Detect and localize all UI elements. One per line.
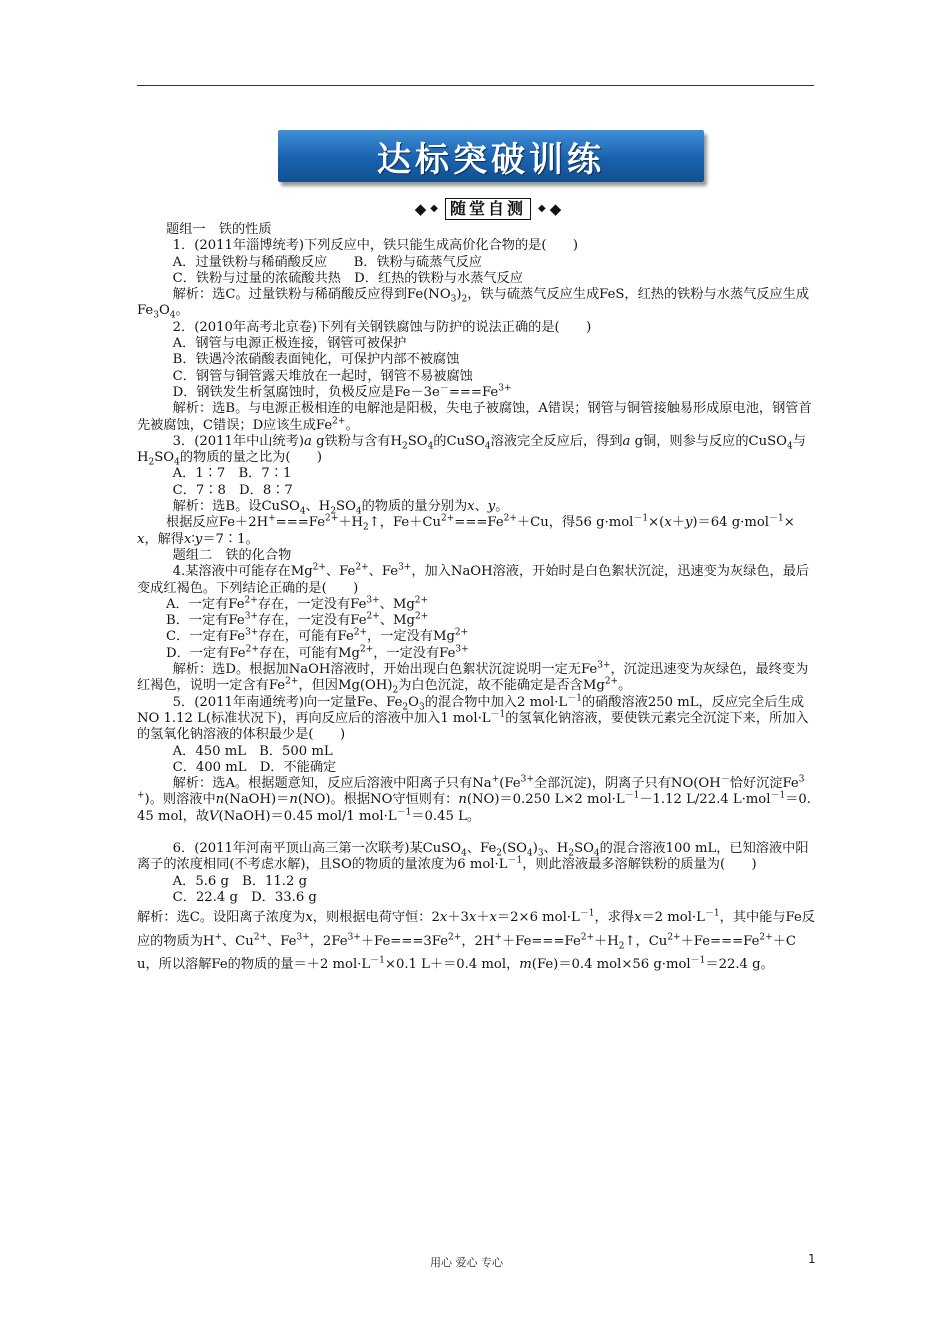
group-heading: 题组一 铁的性质: [166, 222, 272, 237]
page-footer: 用心 爱心 专心: [430, 1256, 503, 1269]
question-4-answer: 解析：选D。根据加NaOH溶液时，开始出现白色絮状沉淀说明一定无$Fe^{3+}$，沉淀迅速变为灰绿色，最终变为红褐色，说明一定含有$Fe^{2+}$，但因$Mg(OH)_2$为白色沉淀，故不能确定是否含$Mg^{2+}$。: [137, 660, 809, 696]
question-3-options-ab: A．1∶7 B．7∶1: [172, 466, 292, 482]
header-rule: [137, 85, 814, 86]
question-4-option-b: B．一定有$Fe^{3+}$存在，一定没有$Fe^{2+}$、$Mg^{2+}$: [166, 611, 429, 629]
question-6-options-ab: A．5.6 g B．11.2 g: [172, 873, 308, 889]
group-heading: 题组二 铁的化合物: [172, 547, 292, 563]
question-1-answer: 解析：选C。过量铁粉与稀硝酸反应得到$Fe(NO_3)_2$，铁与硫蒸气反应生成FeS，红热的铁粉与水蒸气反应生成$Fe_3O_4$。: [137, 287, 810, 322]
question-4-option-a: A．一定有$Fe^{2+}$存在，一定没有$Fe^{3+}$、$Mg^{2+}$: [166, 595, 429, 612]
diamond-icon: ◆: [549, 199, 562, 218]
question-6-stem: 6．(2011年河南平顶山高三第一次联考)某CuSO$_4$、$Fe_2(SO_4)_3$、$H_2SO_4$的混合溶液100 mL，已知溶液中阳离子的浓度相同(不考虑水解)，且SO的物质的量浓度为6 $mol\cdot L^{-1}$，则此溶液最多溶解铁粉的质量为( ): [137, 840, 809, 873]
question-2-option-a: A．钢管与电源正极连接，钢管可被保护: [172, 336, 407, 352]
section-banner: [278, 130, 704, 182]
question-1-options-ab: A．过量铁粉与稀硝酸反应 B．铁粉与硫蒸气反应: [172, 254, 482, 270]
question-2-answer: 解析：选B。与电源正极相连的电解池是阳极，失电子被腐蚀，A错误；钢管与铜管接触易形成原电池，钢管首先被腐蚀，C错误；D应该生成$Fe^{2+}$。: [137, 401, 812, 433]
subheading-label: 随堂自测: [445, 198, 531, 220]
subheading: [388, 197, 588, 221]
question-6-answer: 解析：选C。设阳离子浓度为x，则根据电荷守恒：2x＋3x＋x＝2×6 $mol\cdot L^{-1}$，求得x＝2 $mol\cdot L^{-1}$，其中能与Fe反应的物质为H+、$Cu^{2+}$、$Fe^{3+}$，$2Fe^{3+}+Fe===3Fe^{2+}$，$2H^++Fe===Fe^{2+}+H_2↑$，$Cu^{2+}+Fe===Fe^{2+}+Cu$，所以溶解Fe的物质的量＝＋2 $mol\cdot L^{-1}\times 0.1$ L＋＝0.4 mol，m(Fe)＝0.4 mol×56 g·mol$^{-1}$＝22.4 g。: [137, 908, 815, 973]
diamond-icon: ◆: [414, 199, 427, 218]
diamond-icon: ◆: [430, 203, 438, 214]
question-3-answer-1: 解析：选B。设CuSO$_4$、$H_2SO_4$的物质的量分别为x、y。: [172, 499, 509, 517]
page-number: 1: [808, 1252, 816, 1266]
question-5-stem: 5．(2011年南通统考)向一定量Fe、$Fe_2O_3$的混合物中加入2 $mol\cdot L^{-1}$的硝酸溶液250 mL，反应完全后生成NO 1.12 L(标准状况下)，再向反应后的溶液中加入1 $mol\cdot L^{-1}$的氢氧化钠溶液，要使铁元素完全沉淀下来，所加入的氢氧化钠溶液的体积最少是( ): [137, 693, 809, 743]
banner-title: 达标突破训练: [377, 139, 605, 180]
question-5-options-cd: C．400 mL D．不能确定: [172, 759, 337, 775]
question-3-options-cd: C．7∶8 D．8∶7: [172, 482, 293, 498]
question-2-option-b: B．铁遇冷浓硝酸表面钝化，可保护内部不被腐蚀: [172, 352, 460, 368]
question-1-stem: 1．(2011年淄博统考)下列反应中，铁只能生成高价化合物的是( ): [172, 238, 579, 254]
question-6-answer-block: [137, 906, 815, 977]
question-2-option-d: D．钢铁发生析氢腐蚀时，负极反应是$Fe-3e^-===Fe^{3+}$: [172, 383, 512, 400]
question-1-options-cd: C．铁粉与过量的浓硫酸共热 D．红热的铁粉与水蒸气反应: [172, 270, 523, 286]
exercise-content: [137, 222, 815, 977]
question-3-stem: 3．(2011年中山统考)a g铁粉与含有$H_2SO_4$的CuSO$_4$溶液完全反应后，得到a g铜，则参与反应的CuSO$_4$与$H_2SO_4$的物质的量之比为( ): [137, 433, 806, 468]
question-2-option-c: C．钢管与铜管露天堆放在一起时，钢管不易被腐蚀: [172, 368, 473, 384]
question-6-options-cd: C．22.4 g D．33.6 g: [172, 889, 317, 905]
question-5-answer: 解析：选A。根据题意知，反应后溶液中阳离子只有$Na^+(Fe^{3+}$全部沉淀)，阴离子只有NO(OH－恰好沉淀$Fe^{3+}$)。则溶液中n(NaOH)＝n(NO)。根据NO守恒则有：n(NO)＝0.250 L×2 $mol\cdot L^{-1}-1.12$ L/22.4 L·mol$^{-1}$＝0.45 mol，故V(NaOH)＝0.45 mol/1 $mol\cdot L^{-1}=0.45$ L。: [137, 774, 811, 824]
question-4-option-d: D．一定有$Fe^{2+}$存在，可能有$Mg^{2+}$，一定没有$Fe^{3+}$: [166, 644, 469, 661]
spacer: [137, 825, 815, 841]
question-3-answer-2: 根据反应$Fe+2H^+===Fe^{2+}+H_2↑$，$Fe+Cu^{2+}===Fe^{2+}+Cu$，得56 g·mol$^{-1}$×(x＋y)＝64 g·mol$^{-1}$×x，解得x∶y＝7∶1。: [137, 513, 795, 547]
question-2-stem: 2．(2010年高考北京卷)下列有关钢铁腐蚀与防护的说法正确的是( ): [172, 319, 592, 335]
question-4-option-c: C．一定有$Fe^{3+}$存在，可能有$Fe^{2+}$，一定没有$Mg^{2+}$: [166, 628, 469, 645]
question-5-options-ab: A．450 mL B．500 mL: [172, 743, 333, 759]
diamond-icon: ◆: [538, 203, 546, 214]
question-4-stem: 4.某溶液中可能存在$Mg^{2+}$、$Fe^{2+}$、$Fe^{3+}$，加入NaOH溶液，开始时是白色絮状沉淀，迅速变为灰绿色，最后变成红褐色。下列结论正确的是( ): [137, 562, 810, 596]
